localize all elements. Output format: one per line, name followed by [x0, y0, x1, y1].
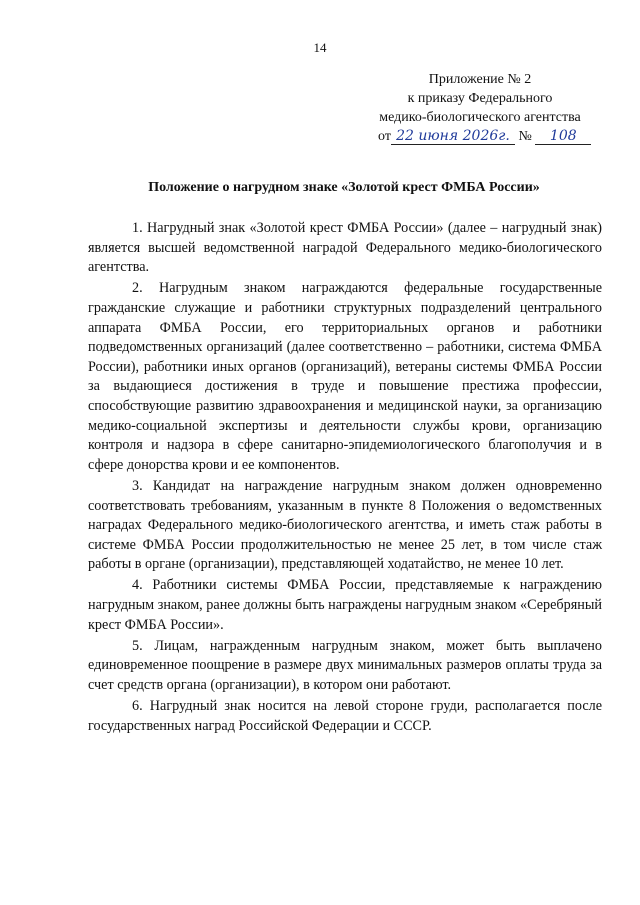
appendix-header [360, 70, 600, 146]
number-label: № [518, 129, 532, 144]
document-title: Положение о нагрудном знаке «Золотой крест ФМБА России» [148, 180, 540, 195]
paragraph-4: 4. Работники системы ФМБА России, представляемые к награждению нагрудным знаком, ранее должны быть награждены нагрудным знаком «Серебряный крест ФМБА России». [88, 577, 602, 633]
handwritten-date: 22 июня 2026г. [391, 128, 515, 145]
paragraph-3: 3. Кандидат на награждение нагрудным знаком должен одновременно соответствовать требованиям, указанным в пункте 8 Положения о ведомственных наградах Федерального медико-биологического агентства, и иметь стаж работы в системе ФМБА России продолжительностью не менее 25 лет, в том числе стаж работы в органе (организации), представляющей ходатайство, не менее 10 лет. [88, 477, 602, 573]
appendix-order-ref: к приказу Федерального [407, 91, 553, 106]
appendix-title: Приложение № 2 [428, 72, 532, 87]
paragraph-1: 1. Нагрудный знак «Золотой крест ФМБА России» (далее – нагрудный знак) является высшей ведомственной наградой Федерального медико-биологического агентства. [88, 220, 602, 276]
paragraph-2: 2. Нагрудным знаком награждаются федеральные государственные гражданские служащие и работники структурных подразделений центрального аппарата ФМБА России, его территориальных органов и работники подведомственных организаций (далее соответственно – работники, система ФМБА России), работники иных органов (организаций), ветераны системы ФМБА России за выдающиеся достижения в труде и повышение престижа профессии, способствующие развитию здравоохранения и медицинской науки, за организацию медико-социальной экспертизы и деятельности службы крови, организацию контроля и надзора в сфере санитарно-эпидемиологического благополучия и в сфере донорства крови и ее компонентов. [88, 280, 602, 473]
paragraph-6: 6. Нагрудный знак носится на левой стороне груди, располагается после государственных наград Российской Федерации и СССР. [88, 698, 602, 734]
appendix-agency: медико-биологического агентства [379, 110, 581, 125]
page-number: 14 [313, 40, 327, 55]
handwritten-number: 108 [535, 128, 591, 145]
paragraph-5: 5. Лицам, награжденным нагрудным знаком, может быть выплачено единовременное поощрение в размере двух минимальных размеров оплаты труда за счет средств органа (организации), в котором они работают. [88, 637, 602, 694]
from-label: от [378, 129, 391, 144]
appendix-date-number-line [360, 127, 600, 146]
document-body [88, 219, 602, 738]
